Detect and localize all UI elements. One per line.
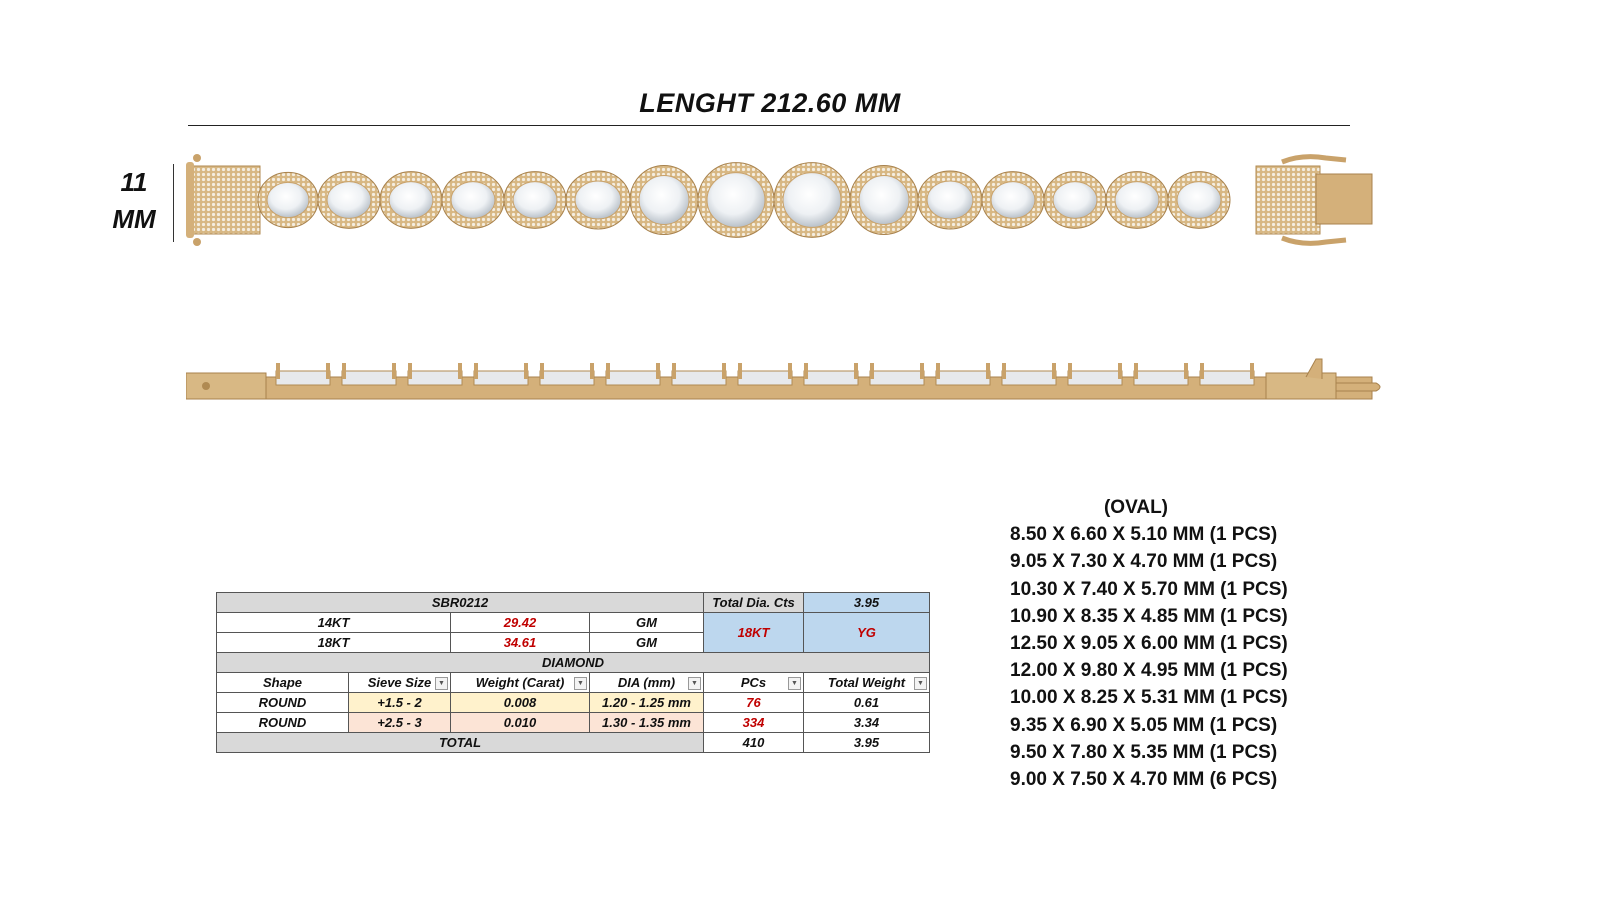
cell-total: 0.61 [804, 693, 930, 713]
cell-shape: ROUND [217, 693, 349, 713]
stone-setting [474, 371, 528, 385]
side-left-screw [202, 382, 210, 390]
prong [1118, 363, 1122, 379]
cell-sieve: +2.5 - 3 [349, 713, 451, 733]
prong [1068, 363, 1072, 379]
prong [1052, 363, 1056, 379]
side-left-end [186, 373, 266, 399]
prong [590, 363, 594, 379]
list-item: 12.50 X 9.05 X 6.00 MM (1 PCS) [1010, 633, 1288, 655]
metal-karat: 18KT [217, 633, 451, 653]
metal-unit: GM [590, 613, 704, 633]
metal-weight: 29.42 [451, 613, 590, 633]
left-end-edge [186, 162, 194, 238]
col-header-dia-label: DIA (mm) [617, 675, 676, 690]
oval-stone [513, 182, 557, 219]
prong [1250, 363, 1254, 379]
filter-dropdown-icon[interactable]: ▼ [574, 677, 587, 690]
design-code-cell: SBR0212 [217, 593, 704, 613]
side-clasp-lever [1306, 359, 1322, 379]
col-header-total-weight-label: Total Weight [827, 675, 906, 690]
prong [458, 363, 462, 379]
oval-stone [927, 181, 973, 219]
prong [672, 363, 676, 379]
length-title: LENGHT 212.60 MM [639, 88, 901, 118]
table-row [217, 713, 930, 733]
oval-stone [1177, 182, 1221, 219]
total-pcs: 410 [704, 733, 804, 753]
list-item: 9.00 X 7.50 X 4.70 MM (6 PCS) [1010, 769, 1278, 791]
prong [392, 363, 396, 379]
stone-setting [276, 371, 330, 385]
oval-stone-list [1010, 494, 1310, 793]
oval-stone [1115, 182, 1159, 219]
prong [936, 363, 940, 379]
left-pin-bottom [193, 238, 201, 246]
cell-weight: 0.010 [451, 713, 590, 733]
list-item: 12.00 X 9.80 X 4.95 MM (1 PCS) [1010, 660, 1288, 682]
stone-setting [804, 371, 858, 385]
stone-setting [1002, 371, 1056, 385]
cell-total: 3.34 [804, 713, 930, 733]
bracelet-side-view-image [186, 355, 1398, 405]
cell-dia: 1.30 - 1.35 mm [590, 713, 704, 733]
width-unit: MM [112, 204, 156, 234]
clasp-hook-bottom [1282, 238, 1346, 243]
prong [1002, 363, 1006, 379]
right-end-pave [1256, 166, 1320, 234]
oval-stone [451, 182, 495, 219]
prong [788, 363, 792, 379]
prong [326, 363, 330, 379]
prong [722, 363, 726, 379]
stone-setting [606, 371, 660, 385]
list-item: 10.90 X 8.35 X 4.85 MM (1 PCS) [1010, 605, 1288, 627]
left-pin-top [193, 154, 201, 162]
cell-weight: 0.008 [451, 693, 590, 713]
clasp-box [1316, 174, 1372, 224]
prong [1184, 363, 1188, 379]
list-item: 10.00 X 8.25 X 5.31 MM (1 PCS) [1010, 687, 1288, 709]
col-header-sieve-size[interactable] [349, 673, 451, 693]
bracelet-top-view-image [186, 152, 1396, 248]
prong [606, 363, 610, 379]
cell-sieve: +1.5 - 2 [349, 693, 451, 713]
list-item: 9.35 X 6.90 X 5.05 MM (1 PCS) [1010, 714, 1278, 736]
prong [870, 363, 874, 379]
stone-setting [342, 371, 396, 385]
prong [474, 363, 478, 379]
oval-stone [575, 181, 621, 219]
prong [1134, 363, 1138, 379]
col-header-dia[interactable] [590, 673, 704, 693]
width-value: 11 [120, 167, 148, 197]
side-clasp-tongue [1336, 383, 1380, 391]
prong [920, 363, 924, 379]
col-header-pcs[interactable] [704, 673, 804, 693]
oval-stone [859, 176, 909, 225]
list-item: 9.50 X 7.80 X 5.35 MM (1 PCS) [1010, 741, 1278, 763]
col-header-pcs-label: PCs [740, 675, 767, 690]
table-row [217, 693, 930, 713]
side-clasp [1266, 373, 1336, 399]
stone-setting [738, 371, 792, 385]
metal-karat: 14KT [217, 613, 451, 633]
col-header-weight[interactable] [451, 673, 590, 693]
specification-table [216, 592, 930, 753]
oval-stone [1053, 182, 1097, 219]
list-item: 10.30 X 7.40 X 5.70 MM (1 PCS) [1010, 578, 1288, 600]
metal-row-14kt [217, 613, 930, 633]
prong [1200, 363, 1204, 379]
oval-stone [327, 182, 371, 219]
width-label [100, 164, 168, 238]
left-end-pave [190, 166, 260, 234]
stone-setting [540, 371, 594, 385]
prong [986, 363, 990, 379]
filter-active-icon[interactable]: ▼ [788, 677, 801, 690]
col-header-sieve-size-label: Sieve Size [367, 675, 432, 690]
total-dia-cts-value: 3.95 [804, 593, 930, 613]
oval-stone [707, 173, 765, 228]
filter-dropdown-icon[interactable]: ▼ [435, 677, 448, 690]
cell-shape: ROUND [217, 713, 349, 733]
metal-unit: GM [590, 633, 704, 653]
width-dimension-line [173, 164, 174, 242]
diamond-section-row [217, 653, 930, 673]
oval-stone [991, 182, 1035, 219]
clasp-hook-top [1282, 157, 1346, 162]
stone-setting [936, 371, 990, 385]
total-row [217, 733, 930, 753]
prong [276, 363, 280, 379]
selected-color: YG [804, 613, 930, 653]
length-dimension-line [188, 125, 1350, 126]
oval-stone [639, 176, 689, 225]
prong [408, 363, 412, 379]
col-header-shape: Shape [217, 673, 349, 693]
cell-dia: 1.20 - 1.25 mm [590, 693, 704, 713]
metal-weight: 34.61 [451, 633, 590, 653]
prong [854, 363, 858, 379]
oval-stone [267, 182, 309, 217]
table-header-row [217, 593, 930, 613]
oval-heading: (OVAL) [1103, 497, 1169, 518]
stone-setting [408, 371, 462, 385]
stone-setting [870, 371, 924, 385]
filter-dropdown-icon[interactable]: ▼ [688, 677, 701, 690]
col-header-total-weight[interactable] [804, 673, 930, 693]
oval-stone [389, 182, 433, 219]
cell-pcs: 76 [704, 693, 804, 713]
diamond-label: DIAMOND [217, 653, 930, 673]
list-item: 8.50 X 6.60 X 5.10 MM (1 PCS) [1010, 524, 1278, 546]
selected-karat: 18KT [704, 613, 804, 653]
stone-setting [1200, 371, 1254, 385]
stone-setting [1134, 371, 1188, 385]
oval-stone [783, 173, 841, 228]
column-header-row [217, 673, 930, 693]
stone-setting [1068, 371, 1122, 385]
prong [540, 363, 544, 379]
prong [738, 363, 742, 379]
cell-pcs: 334 [704, 713, 804, 733]
list-item: 9.05 X 7.30 X 4.70 MM (1 PCS) [1010, 551, 1278, 573]
prong [804, 363, 808, 379]
filter-dropdown-icon[interactable]: ▼ [914, 677, 927, 690]
prong [342, 363, 346, 379]
prong [656, 363, 660, 379]
total-dia-cts-label: Total Dia. Cts [704, 593, 804, 613]
stone-setting [672, 371, 726, 385]
total-label: TOTAL [217, 733, 704, 753]
col-header-weight-label: Weight (Carat) [475, 675, 565, 690]
prong [524, 363, 528, 379]
total-weight: 3.95 [804, 733, 930, 753]
